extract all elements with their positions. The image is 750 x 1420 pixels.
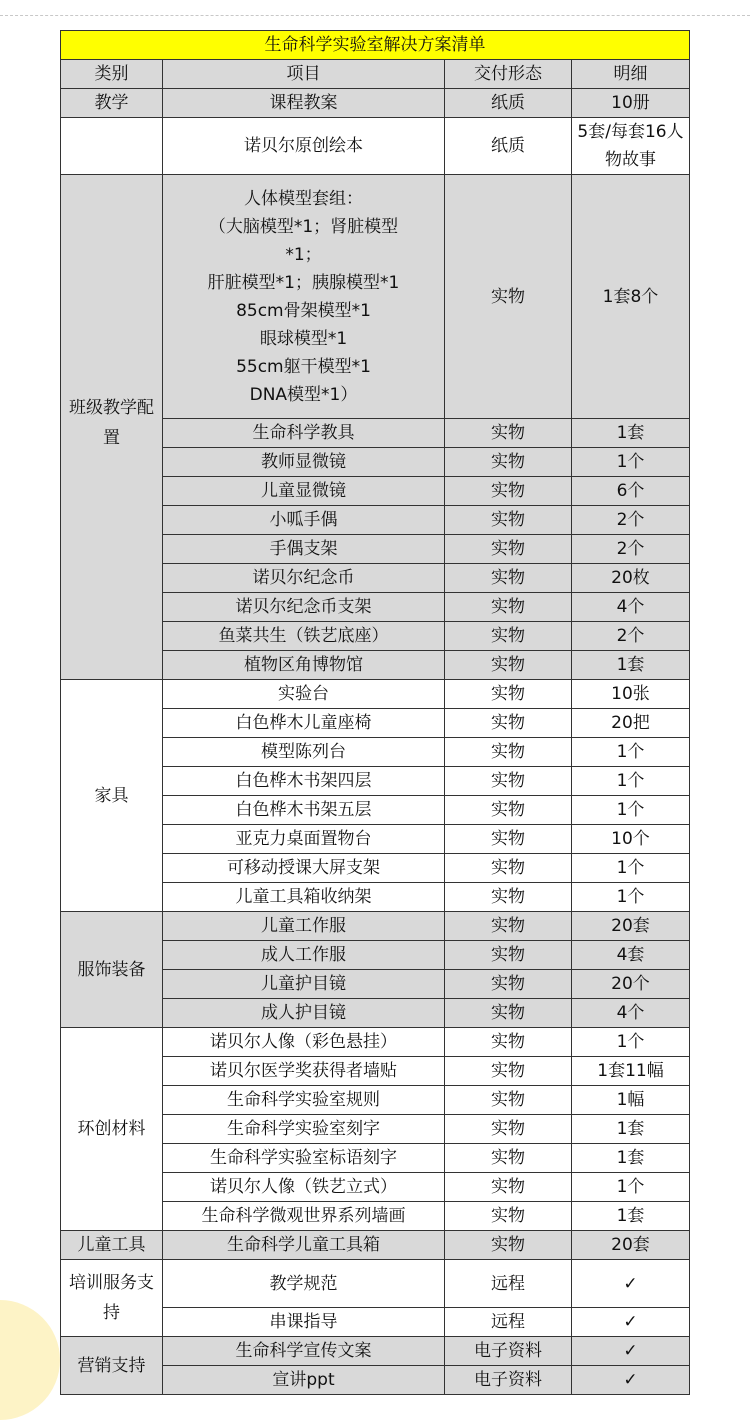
category-cell: 儿童工具 bbox=[61, 1231, 163, 1260]
header-category: 类别 bbox=[61, 60, 163, 89]
form-cell: 实物 bbox=[445, 680, 572, 709]
form-cell: 实物 bbox=[445, 1173, 572, 1202]
detail-cell: 1个 bbox=[572, 1173, 690, 1202]
form-cell: 纸质 bbox=[445, 89, 572, 118]
item-cell: 模型陈列台 bbox=[163, 738, 445, 767]
item-cell-multiline bbox=[163, 175, 445, 419]
form-cell: 实物 bbox=[445, 419, 572, 448]
form-cell: 实物 bbox=[445, 767, 572, 796]
item-line: DNA模型*1） bbox=[249, 384, 358, 405]
detail-cell: 5套/每套16人物故事 bbox=[572, 118, 690, 175]
form-cell: 实物 bbox=[445, 738, 572, 767]
header-item: 项目 bbox=[163, 60, 445, 89]
item-cell: 诺贝尔人像（彩色悬挂） bbox=[163, 1028, 445, 1057]
form-cell: 实物 bbox=[445, 1057, 572, 1086]
item-cell: 生命科学教具 bbox=[163, 419, 445, 448]
detail-cell: 1个 bbox=[572, 796, 690, 825]
detail-cell: 1个 bbox=[572, 738, 690, 767]
item-cell: 教学规范 bbox=[163, 1260, 445, 1308]
category-cell-empty bbox=[61, 118, 163, 175]
table-row bbox=[61, 1028, 690, 1057]
detail-cell: 6个 bbox=[572, 477, 690, 506]
table-row bbox=[61, 1337, 690, 1366]
detail-cell: 1套 bbox=[572, 651, 690, 680]
top-dashed-divider bbox=[0, 15, 750, 16]
detail-cell: 1个 bbox=[572, 854, 690, 883]
detail-cell: 20套 bbox=[572, 1231, 690, 1260]
item-cell: 儿童工作服 bbox=[163, 912, 445, 941]
form-cell: 实物 bbox=[445, 1202, 572, 1231]
detail-cell: 1个 bbox=[572, 767, 690, 796]
item-cell: 儿童显微镜 bbox=[163, 477, 445, 506]
item-cell: 白色桦木书架四层 bbox=[163, 767, 445, 796]
detail-cell: 1个 bbox=[572, 1028, 690, 1057]
form-cell: 实物 bbox=[445, 1086, 572, 1115]
item-cell: 成人护目镜 bbox=[163, 999, 445, 1028]
item-cell: 诺贝尔人像（铁艺立式） bbox=[163, 1173, 445, 1202]
form-cell: 实物 bbox=[445, 477, 572, 506]
table-row bbox=[61, 89, 690, 118]
item-cell: 亚克力桌面置物台 bbox=[163, 825, 445, 854]
form-cell: 实物 bbox=[445, 448, 572, 477]
form-cell: 电子资料 bbox=[445, 1337, 572, 1366]
category-cell: 班级教学配置 bbox=[61, 175, 163, 680]
item-cell: 白色桦木书架五层 bbox=[163, 796, 445, 825]
item-cell: 儿童工具箱收纳架 bbox=[163, 883, 445, 912]
table-row bbox=[61, 912, 690, 941]
item-line: 55cm躯干模型*1 bbox=[236, 356, 371, 377]
item-cell: 诺贝尔纪念币支架 bbox=[163, 593, 445, 622]
item-cell: 诺贝尔医学奖获得者墙贴 bbox=[163, 1057, 445, 1086]
item-cell: 诺贝尔纪念币 bbox=[163, 564, 445, 593]
detail-cell: 2个 bbox=[572, 506, 690, 535]
form-cell: 实物 bbox=[445, 854, 572, 883]
item-cell: 诺贝尔原创绘本 bbox=[163, 118, 445, 175]
table-row bbox=[61, 1231, 690, 1260]
item-cell: 生命科学儿童工具箱 bbox=[163, 1231, 445, 1260]
item-cell: 生命科学宣传文案 bbox=[163, 1337, 445, 1366]
detail-cell: 1套 bbox=[572, 419, 690, 448]
item-cell: 手偶支架 bbox=[163, 535, 445, 564]
category-cell: 培训服务支持 bbox=[61, 1260, 163, 1337]
item-cell: 小呱手偶 bbox=[163, 506, 445, 535]
form-cell: 实物 bbox=[445, 941, 572, 970]
form-cell: 实物 bbox=[445, 912, 572, 941]
table-row bbox=[61, 680, 690, 709]
detail-cell: 1个 bbox=[572, 883, 690, 912]
detail-cell: 10张 bbox=[572, 680, 690, 709]
form-cell: 纸质 bbox=[445, 118, 572, 175]
detail-cell: ✓ bbox=[572, 1366, 690, 1395]
detail-cell: 20枚 bbox=[572, 564, 690, 593]
category-cell: 教学 bbox=[61, 89, 163, 118]
item-cell: 生命科学实验室标语刻字 bbox=[163, 1144, 445, 1173]
table-row bbox=[61, 1260, 690, 1308]
form-cell: 实物 bbox=[445, 622, 572, 651]
detail-cell: 20把 bbox=[572, 709, 690, 738]
category-cell: 家具 bbox=[61, 680, 163, 912]
form-cell: 远程 bbox=[445, 1308, 572, 1337]
decorative-yellow-blob bbox=[0, 1300, 60, 1420]
detail-cell: 1个 bbox=[572, 448, 690, 477]
item-cell: 生命科学实验室规则 bbox=[163, 1086, 445, 1115]
form-cell: 实物 bbox=[445, 564, 572, 593]
form-cell: 实物 bbox=[445, 1231, 572, 1260]
detail-cell: 4个 bbox=[572, 593, 690, 622]
item-line: 人体模型套组： bbox=[244, 188, 363, 209]
item-line: *1； bbox=[285, 244, 322, 265]
item-cell: 植物区角博物馆 bbox=[163, 651, 445, 680]
detail-cell: 1套 bbox=[572, 1144, 690, 1173]
form-cell: 电子资料 bbox=[445, 1366, 572, 1395]
item-cell: 实验台 bbox=[163, 680, 445, 709]
form-cell: 实物 bbox=[445, 535, 572, 564]
item-cell: 教师显微镜 bbox=[163, 448, 445, 477]
category-cell: 服饰装备 bbox=[61, 912, 163, 1028]
detail-cell: 1套11幅 bbox=[572, 1057, 690, 1086]
table-row bbox=[61, 175, 690, 419]
detail-cell: ✓ bbox=[572, 1260, 690, 1308]
item-cell: 可移动授课大屏支架 bbox=[163, 854, 445, 883]
table-row bbox=[61, 118, 690, 175]
detail-cell: 20套 bbox=[572, 912, 690, 941]
item-cell: 鱼菜共生（铁艺底座） bbox=[163, 622, 445, 651]
form-cell: 实物 bbox=[445, 709, 572, 738]
detail-cell: ✓ bbox=[572, 1308, 690, 1337]
category-cell: 营销支持 bbox=[61, 1337, 163, 1395]
item-cell: 生命科学实验室刻字 bbox=[163, 1115, 445, 1144]
table-title: 生命科学实验室解决方案清单 bbox=[61, 31, 690, 60]
form-cell: 实物 bbox=[445, 1144, 572, 1173]
item-cell: 生命科学微观世界系列墙画 bbox=[163, 1202, 445, 1231]
form-cell: 实物 bbox=[445, 1028, 572, 1057]
form-cell: 实物 bbox=[445, 825, 572, 854]
header-detail: 明细 bbox=[572, 60, 690, 89]
item-cell: 成人工作服 bbox=[163, 941, 445, 970]
item-cell: 串课指导 bbox=[163, 1308, 445, 1337]
item-cell: 宣讲ppt bbox=[163, 1366, 445, 1395]
item-line: 肝脏模型*1；胰腺模型*1 bbox=[207, 272, 400, 293]
form-cell: 实物 bbox=[445, 970, 572, 999]
form-cell: 实物 bbox=[445, 796, 572, 825]
form-cell: 实物 bbox=[445, 1115, 572, 1144]
item-line: （大脑模型*1；肾脏模型 bbox=[208, 216, 399, 237]
item-line: 85cm骨架模型*1 bbox=[236, 300, 371, 321]
detail-cell: 1套8个 bbox=[572, 175, 690, 419]
form-cell: 实物 bbox=[445, 883, 572, 912]
form-cell: 实物 bbox=[445, 175, 572, 419]
detail-cell: 10个 bbox=[572, 825, 690, 854]
item-cell: 儿童护目镜 bbox=[163, 970, 445, 999]
item-cell: 白色桦木儿童座椅 bbox=[163, 709, 445, 738]
form-cell: 实物 bbox=[445, 593, 572, 622]
category-cell: 环创材料 bbox=[61, 1028, 163, 1231]
item-line: 眼球模型*1 bbox=[259, 328, 348, 349]
detail-cell: 2个 bbox=[572, 535, 690, 564]
item-cell: 课程教案 bbox=[163, 89, 445, 118]
form-cell: 实物 bbox=[445, 651, 572, 680]
form-cell: 远程 bbox=[445, 1260, 572, 1308]
detail-cell: 1套 bbox=[572, 1202, 690, 1231]
detail-cell: ✓ bbox=[572, 1337, 690, 1366]
detail-cell: 2个 bbox=[572, 622, 690, 651]
detail-cell: 10册 bbox=[572, 89, 690, 118]
header-form: 交付形态 bbox=[445, 60, 572, 89]
detail-cell: 1幅 bbox=[572, 1086, 690, 1115]
form-cell: 实物 bbox=[445, 506, 572, 535]
detail-cell: 4套 bbox=[572, 941, 690, 970]
detail-cell: 4个 bbox=[572, 999, 690, 1028]
detail-cell: 20个 bbox=[572, 970, 690, 999]
form-cell: 实物 bbox=[445, 999, 572, 1028]
detail-cell: 1套 bbox=[572, 1115, 690, 1144]
solution-list-table bbox=[60, 30, 690, 1395]
